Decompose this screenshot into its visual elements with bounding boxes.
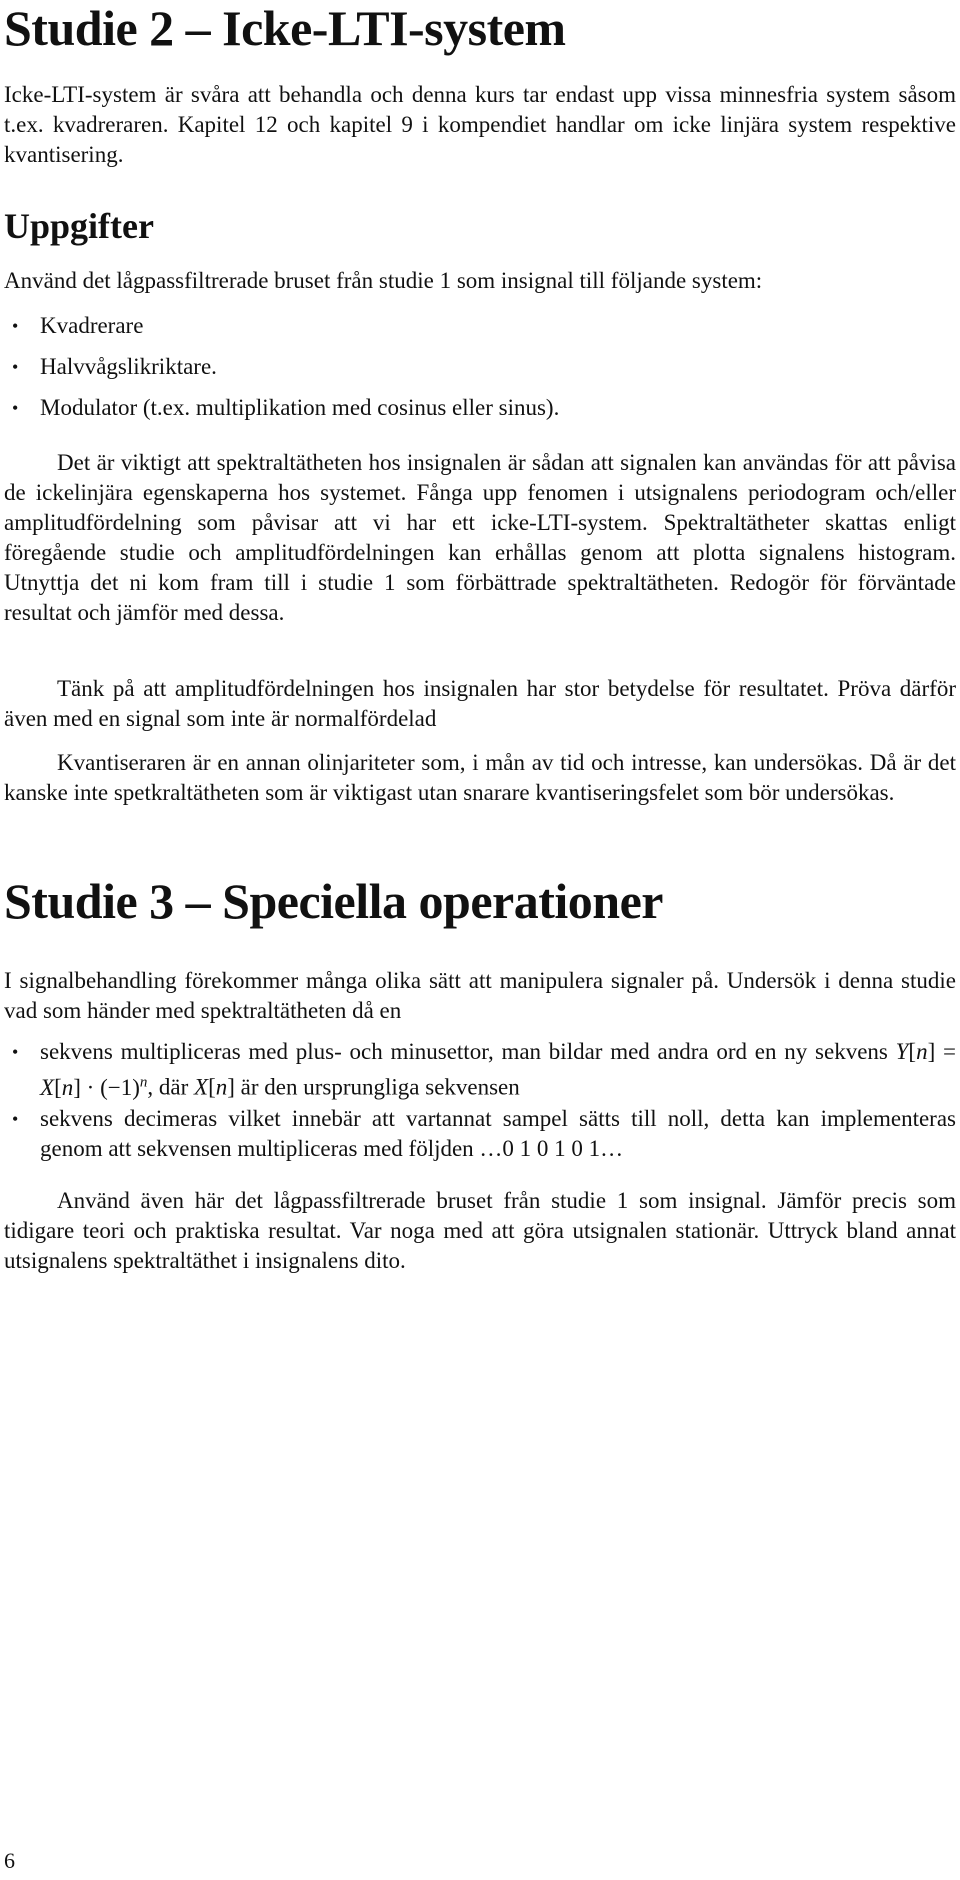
bullet-text-before: sekvens multipliceras med plus- och minusettor, man bildar med andra ord en ny sekvens (40, 1039, 888, 1064)
bullet-icon: • (12, 357, 19, 377)
study3-title: Studie 3 – Speciella operationer (4, 873, 663, 929)
bullet-text (40, 1037, 956, 1103)
bullet-halvvagslikriktare (4, 352, 956, 382)
bullet-modulator (4, 393, 956, 423)
study2-paragraph-3: Kvantiseraren är en annan olinjariteter som, i mån av tid och intresse, kan undersökas. Då är det kanske inte spetkraltätheten som är viktigast utan snarare kvantiseringsfelet som bör undersökas. (4, 750, 956, 805)
study3-closing: Använd även här det lågpassfiltrerade bruset från studie 1 som insignal. Jämför precis som tidigare teori och praktiska resultat. Var noga med att göra utsignalen stationär. Uttryck bland annat utsignalens spektraltäthet i insignalens dito. (4, 1188, 956, 1273)
bullet-icon: • (12, 1042, 19, 1062)
study3-intro: I signalbehandling förekommer många olika sätt att manipulera signaler på. Undersök i denna studie vad som händer med spektraltätheten då en (4, 968, 956, 1023)
formula-y-n: $Y[n] = X[n] \cdot (-1)^n$ (40, 1039, 957, 1100)
tasks-intro: Använd det lågpassfiltrerade bruset från studie 1 som insignal till följande system: (4, 268, 763, 293)
study2-intro: Icke-LTI-system är svåra att behandla och denna kurs tar endast upp vissa minnesfria system såsom t.ex. kvadreraren. Kapitel 12 och kapitel 9 i kompendiet handlar om icke linjära system respektive kvantisering. (4, 82, 956, 167)
study2-title: Studie 2 – Icke-LTI-system (4, 0, 566, 56)
bullet-text-after: är den ursprungliga sekvensen (240, 1074, 520, 1100)
bullet-kvadrerare (4, 311, 956, 341)
bullet-plus-minus-sequence (4, 1037, 956, 1103)
bullet-text: Kvadrerare (40, 313, 144, 338)
bullet-text: sekvens decimeras vilket innebär att vartannat sampel sätts till noll, detta kan implementeras genom att sekvensen multipliceras med följden …0 1 0 1 0 1… (40, 1106, 956, 1161)
bullet-text: Halvvågslikriktare. (40, 354, 217, 379)
bullet-text: Modulator (t.ex. multiplikation med cosinus eller sinus). (40, 395, 560, 420)
bullet-icon: • (12, 398, 19, 418)
page-number: 6 (4, 1848, 15, 1873)
study2-paragraph-2: Tänk på att amplitudfördelningen hos insignalen har stor betydelse för resultatet. Pröva därför även med en signal som inte är normalfördelad (4, 676, 956, 731)
tasks-heading: Uppgifter (4, 206, 154, 246)
bullet-decimation (4, 1104, 956, 1164)
formula-x-n: X[n] (194, 1074, 235, 1100)
bullet-icon: • (12, 1109, 19, 1129)
bullet-icon: • (12, 316, 19, 336)
bullet-text-middle: , där (147, 1074, 189, 1100)
study2-paragraph-1: Det är viktigt att spektraltätheten hos insignalen är sådan att signalen kan användas för att påvisa de ickelinjära egenskaperna hos systemet. Fånga upp fenomen i utsignalens periodogram och/eller amplitudfördelning som påvisar att vi har ett icke-LTI-system. Spektraltätheter skattas enligt föregående studie och amplitudfördelningen kan erhållas genom att plotta signalens histogram. Utnyttja det ni kom fram till i studie 1 som förbättrade spektraltätheten. Redogör för förväntade resultat och jämför med dessa. (4, 450, 956, 625)
